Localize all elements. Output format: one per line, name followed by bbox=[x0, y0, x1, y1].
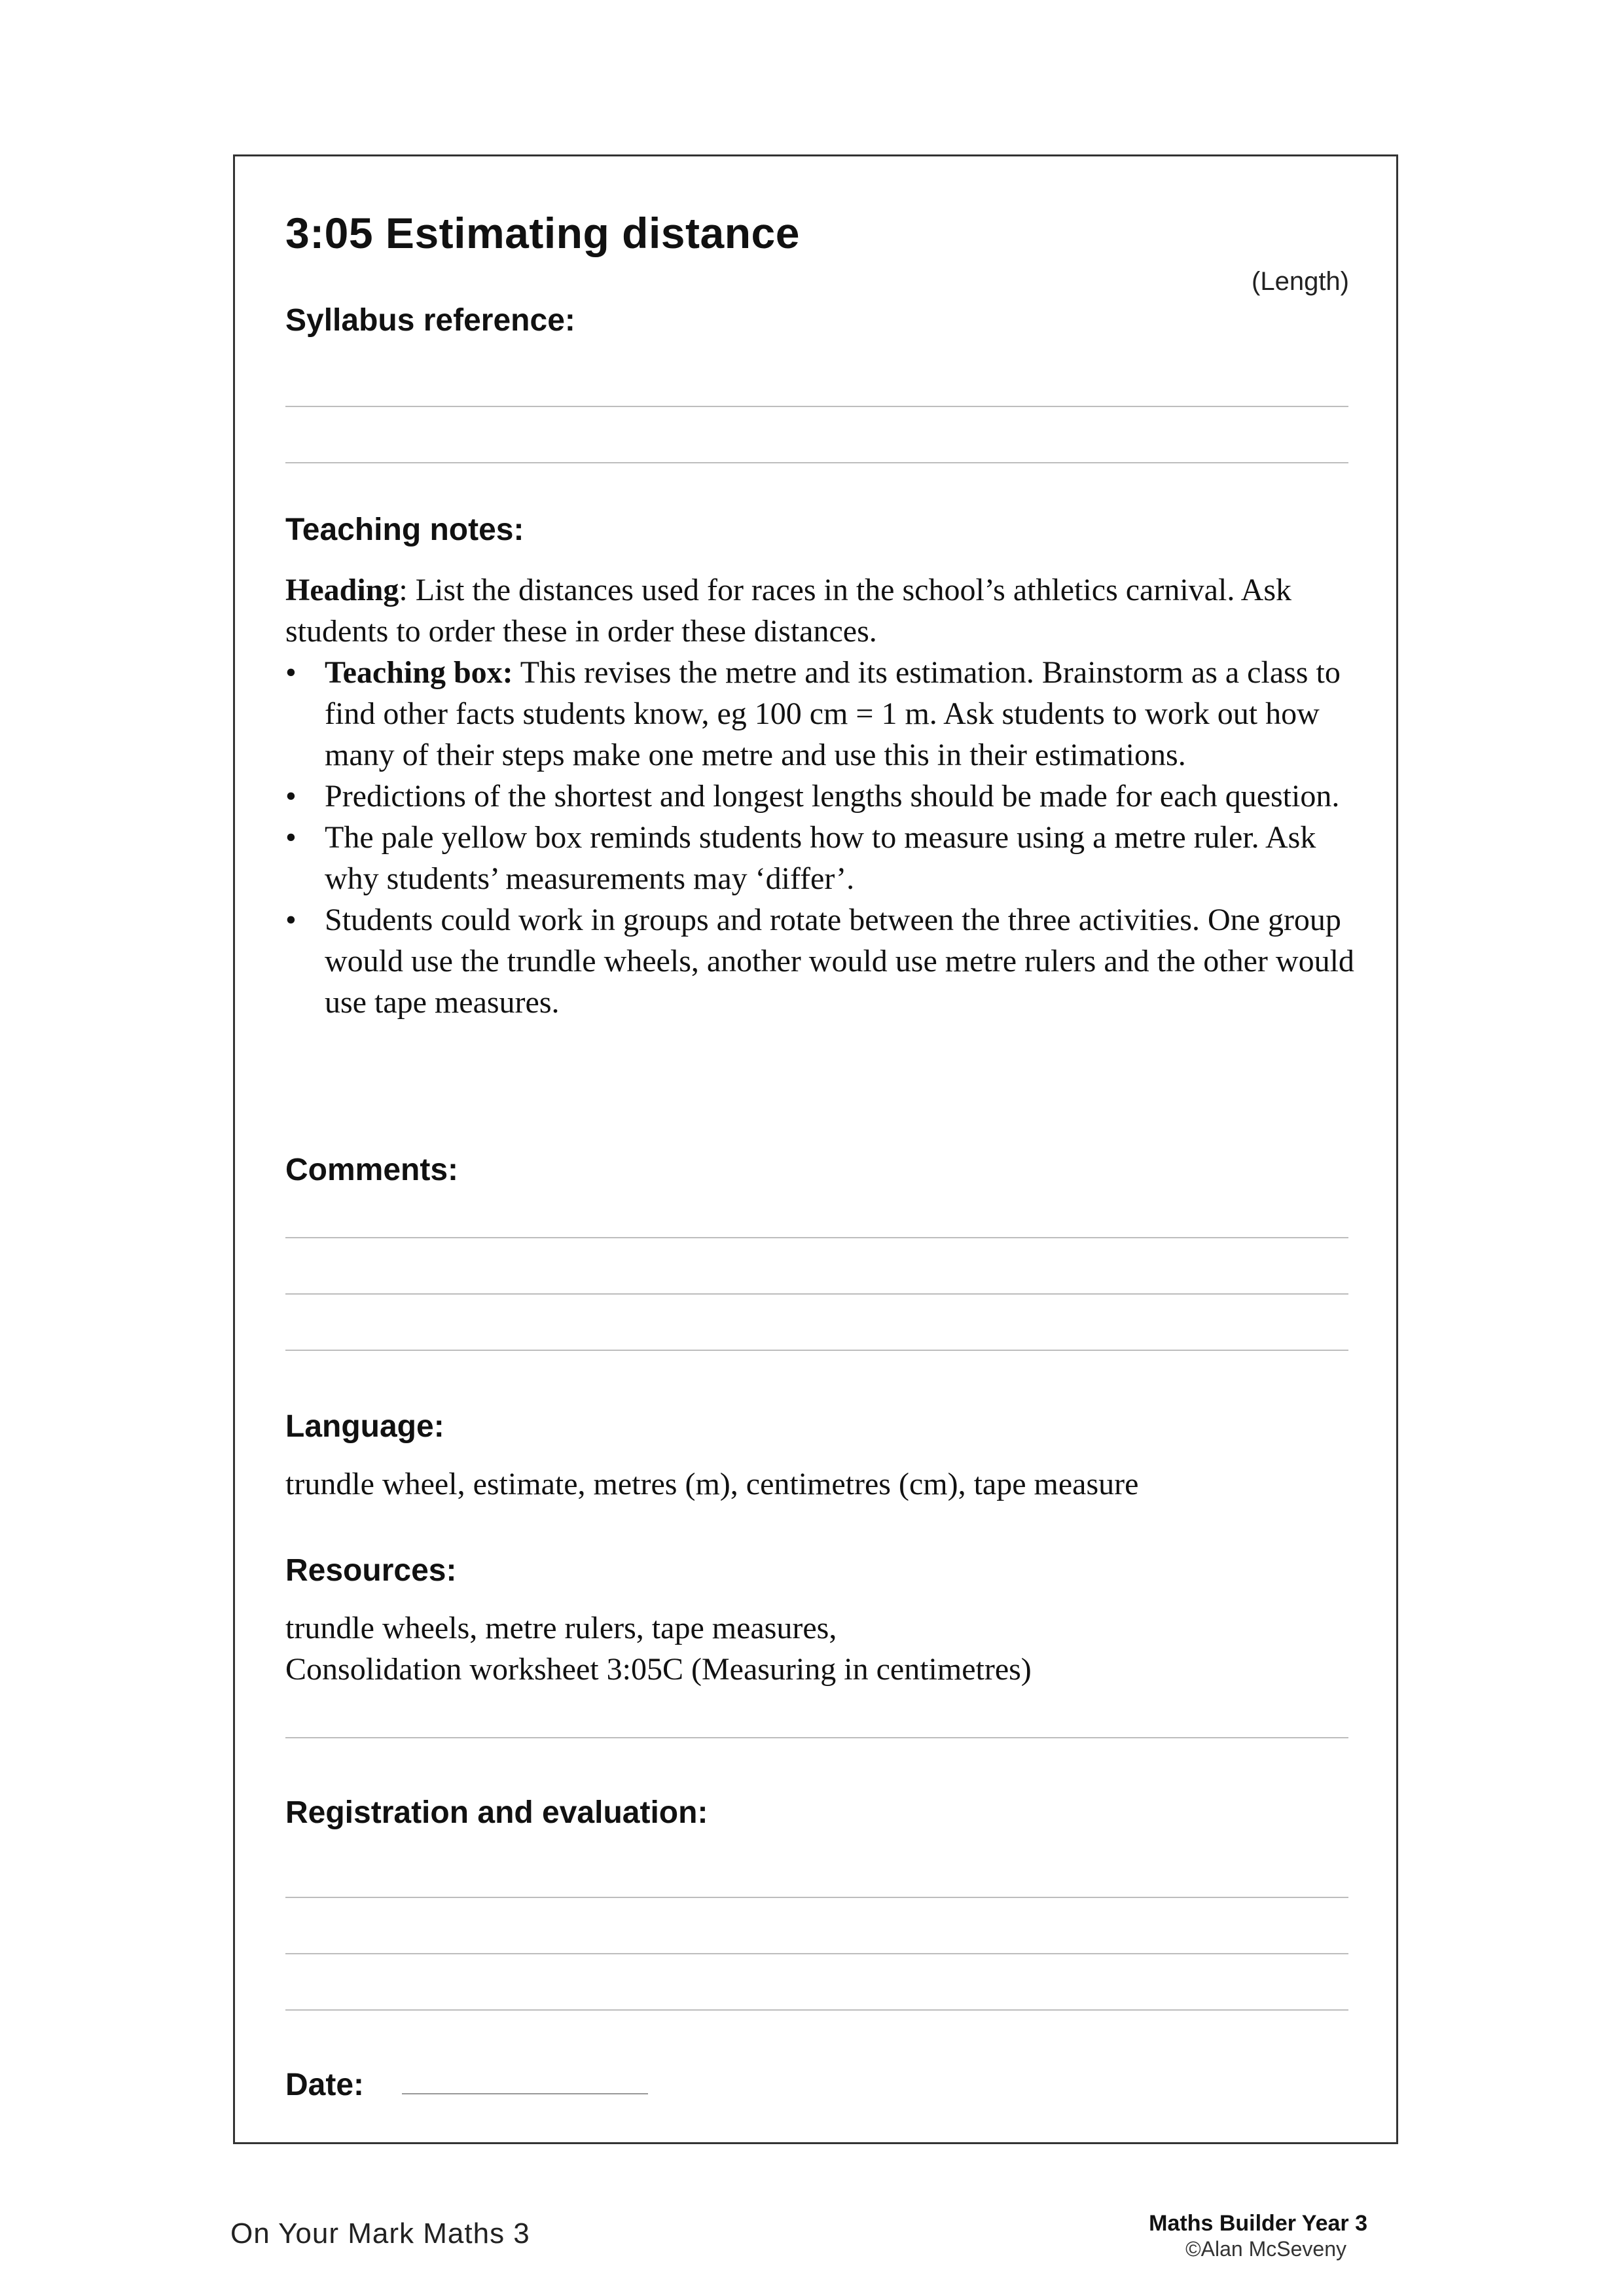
syllabus-heading: Syllabus reference: bbox=[285, 303, 575, 338]
writing-line bbox=[285, 2009, 1348, 2011]
bullet-text: Students could work in groups and rotate between the three activities. One group would use the trundle wheels, another would use metre rulers and the other would use tape measures. bbox=[325, 903, 1354, 1020]
writing-line bbox=[285, 1293, 1348, 1295]
footer-book-title: Maths Builder Year 3 bbox=[1149, 2211, 1367, 2236]
teaching-notes-heading: Teaching notes: bbox=[285, 512, 524, 547]
resources-line-1: trundle wheels, metre rulers, tape measures, bbox=[285, 1611, 837, 1645]
bullet-bold: Teaching box: bbox=[325, 655, 513, 690]
footer-series: On Your Mark Maths 3 bbox=[230, 2217, 530, 2250]
page-title: 3:05 Estimating distance bbox=[285, 209, 800, 257]
bullet-text: The pale yellow box reminds students how to measure using a metre ruler. Ask why students’ measurements may ‘differ’. bbox=[325, 820, 1316, 896]
footer-copyright: ©Alan McSeveny bbox=[1185, 2237, 1346, 2261]
list-item bbox=[285, 776, 1365, 817]
writing-line bbox=[285, 462, 1348, 463]
intro-bold: Heading bbox=[285, 573, 399, 607]
writing-line bbox=[285, 1737, 1348, 1738]
writing-line bbox=[285, 1237, 1348, 1238]
page-frame bbox=[233, 154, 1398, 2144]
bullet-text: This revises the metre and its estimation. Brainstorm as a class to find other facts students know, eg 100 cm = 1 m. Ask students to work out how many of their steps make one metre and use this in their estimations. bbox=[325, 655, 1341, 772]
writing-line bbox=[285, 406, 1348, 407]
writing-line bbox=[285, 1350, 1348, 1351]
language-heading: Language: bbox=[285, 1409, 444, 1444]
teaching-notes-list bbox=[285, 652, 1365, 1023]
bullet-text: Predictions of the shortest and longest lengths should be made for each question. bbox=[325, 779, 1340, 814]
list-item bbox=[285, 652, 1365, 776]
language-text: trundle wheel, estimate, metres (m), centimetres (cm), tape measure bbox=[285, 1467, 1139, 1501]
teaching-intro bbox=[285, 569, 1359, 652]
writing-line bbox=[285, 1897, 1348, 1898]
writing-line bbox=[285, 1953, 1348, 1954]
list-item bbox=[285, 899, 1365, 1023]
resources-heading: Resources: bbox=[285, 1553, 457, 1588]
resources-line-2: Consolidation worksheet 3:05C (Measuring in centimetres) bbox=[285, 1652, 1032, 1687]
date-label: Date: bbox=[285, 2068, 365, 2102]
topic-label: (Length) bbox=[1252, 267, 1349, 296]
list-item bbox=[285, 817, 1365, 899]
date-field-line bbox=[402, 2093, 648, 2094]
intro-text: : List the distances used for races in the school’s athletics carnival. Ask students to order these in order these distances. bbox=[285, 573, 1292, 649]
comments-heading: Comments: bbox=[285, 1153, 459, 1187]
registration-heading: Registration and evaluation: bbox=[285, 1795, 708, 1830]
